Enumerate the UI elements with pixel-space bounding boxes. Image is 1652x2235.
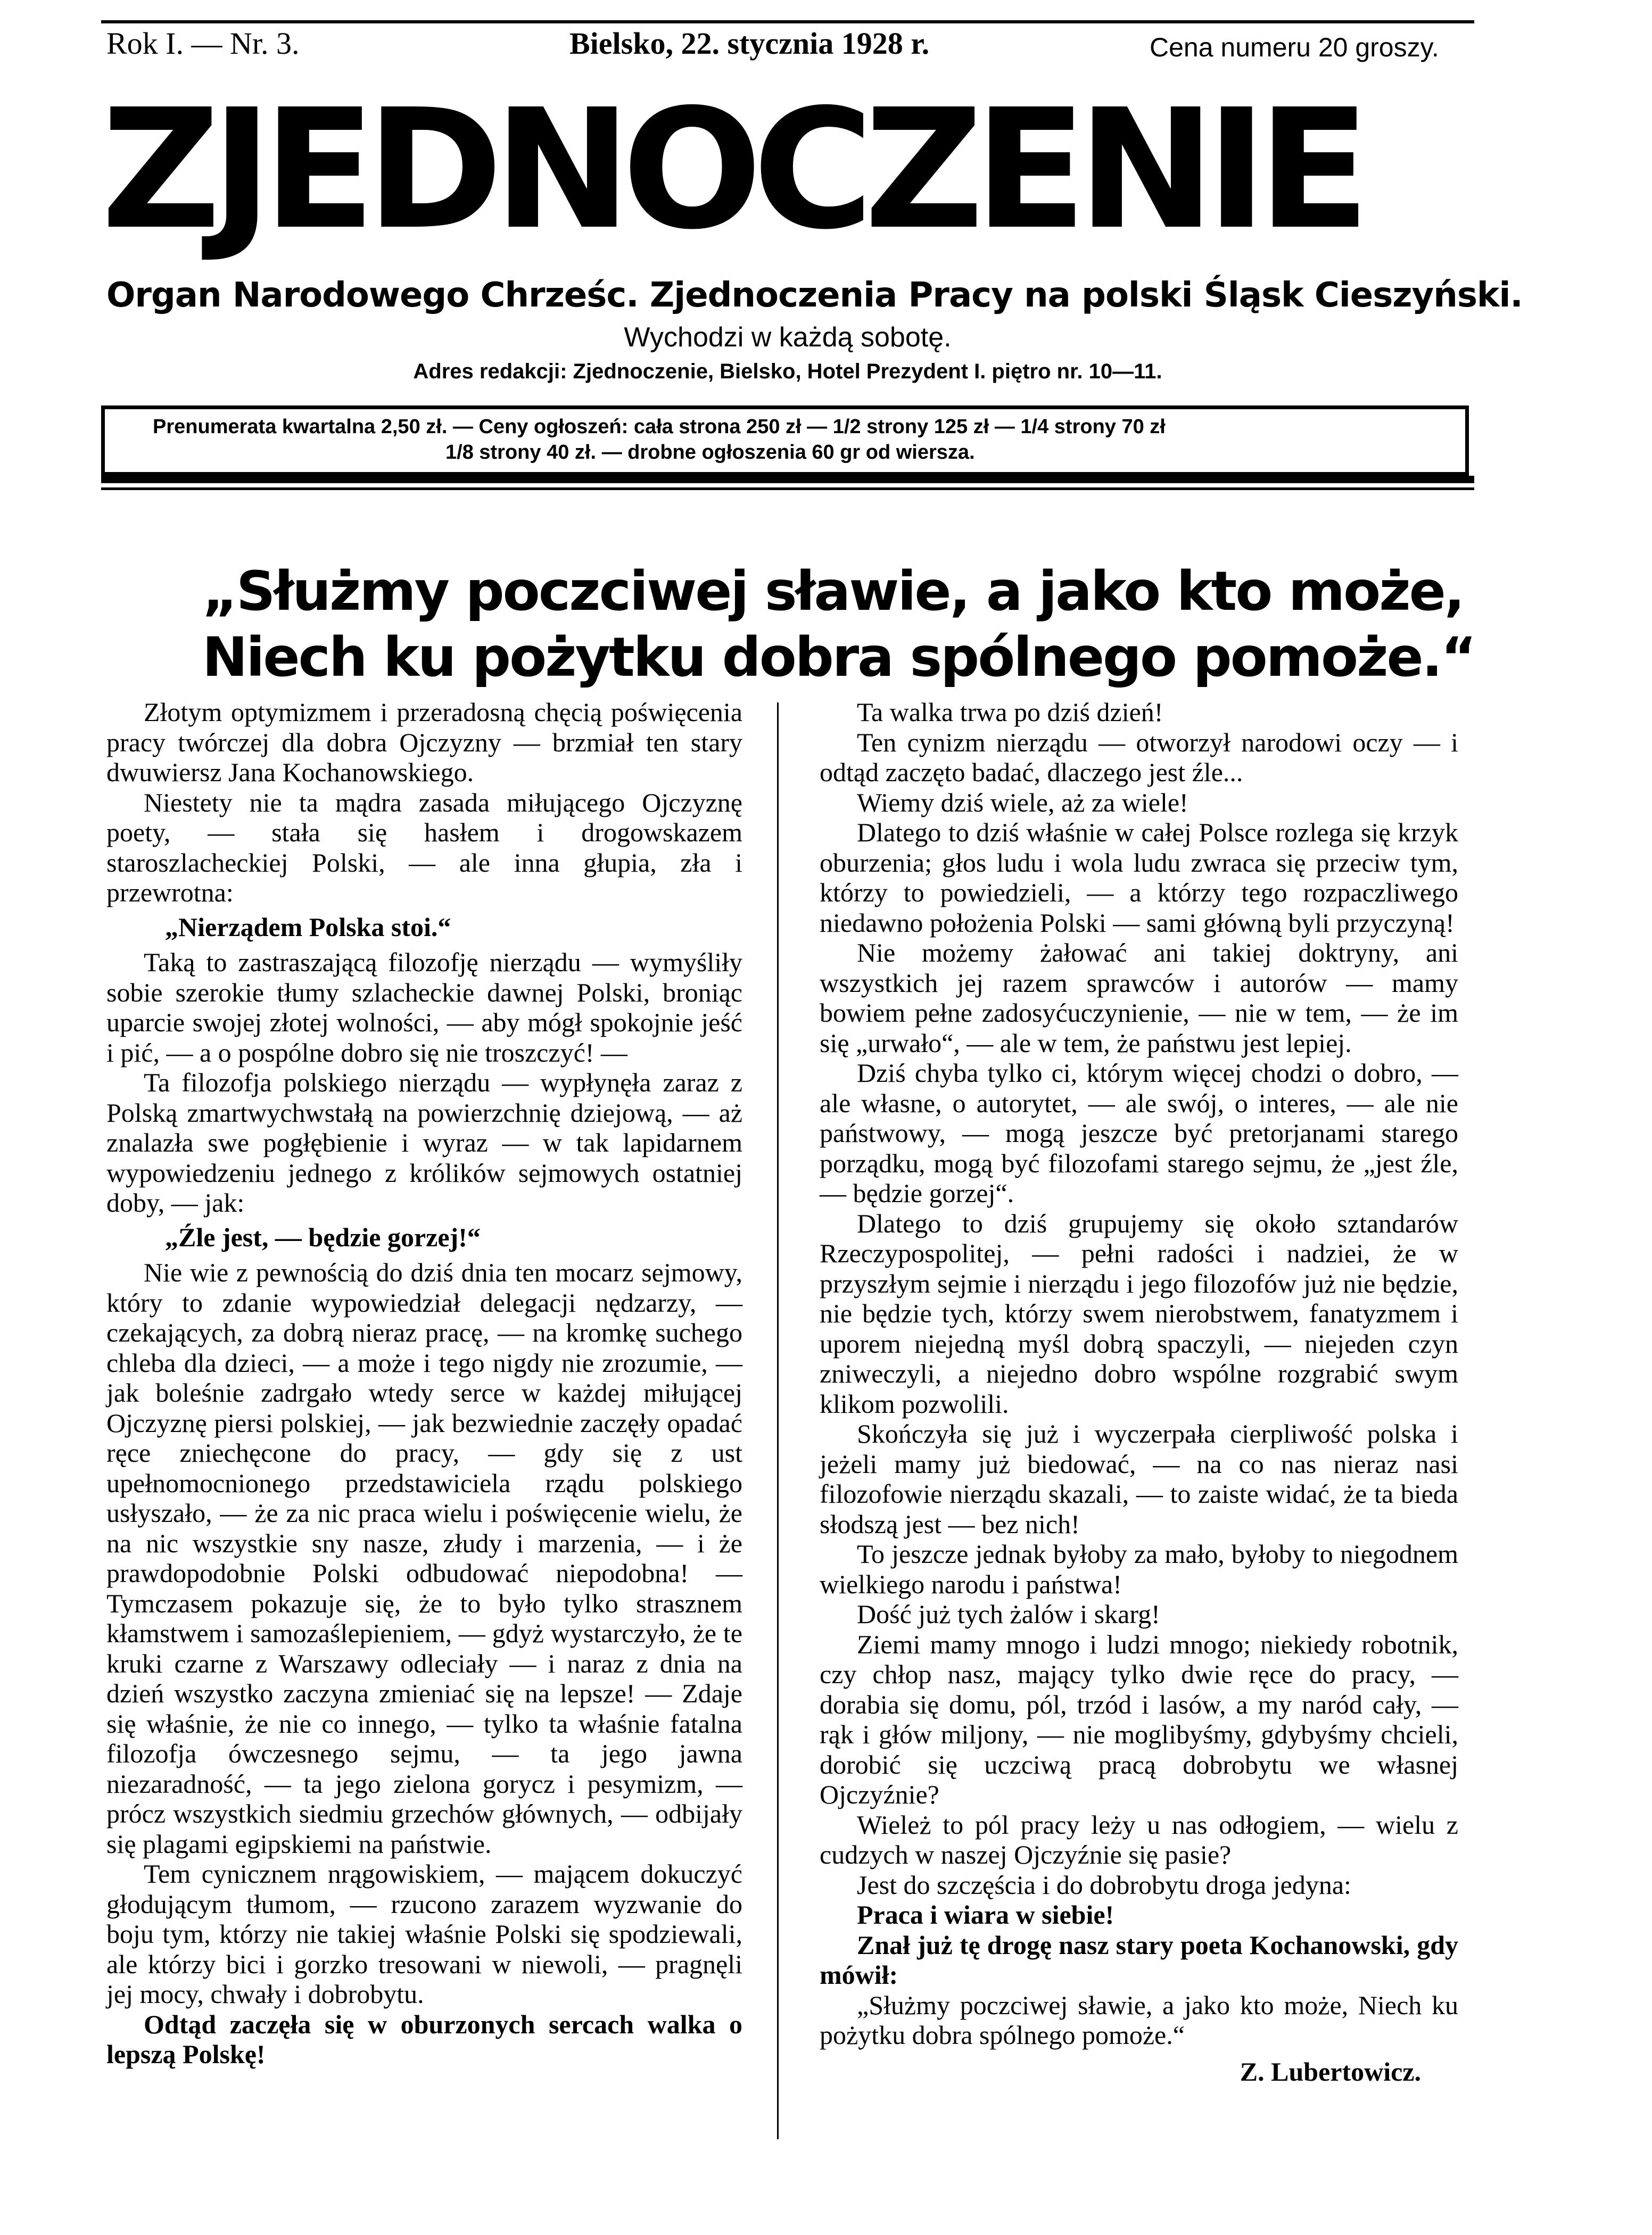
column-divider [777,702,779,2139]
place-date: Bielsko, 22. stycznia 1928 r. [569,26,930,61]
paragraph: To jeszcze jednak byłoby za mało, byłoby to niegodnem wielkiego narodu i państwa! [820,1539,1458,1599]
headline-line-2: Niech ku pożytku dobra spólnego pomoże.“ [202,626,1475,689]
pricing-box [101,405,1469,476]
paragraph: Taką to zastraszającą filozofję nierządu — wymyśliły sobie szerokie tłumy szlacheckie dawnej Polski, broniąc uparcie swojej złotej wolności, — aby mógł spokojnie jeść i pić, — a o pospólne dobro się nie troszczyć! — [106,947,742,1067]
paragraph: Ta filozofja polskiego nierządu — wypłynęła zaraz z Polską zmartwychwstałą na powierzchnię dziejową, — aż znalazła swe pogłębienie i wyraz — w tak lapidarnem wypowiedzeniu jednego z królików sejmowych ostatniej doby, — jak: [106,1067,742,1218]
header-rule-thin [101,487,1474,490]
paragraph: Niestety nie ta mądra zasada miłującego Ojczyznę poety, — stała się hasłem i drogowskazem staroszlacheckiej Polski, — ale inna głupia, zła i przewrotna: [106,787,742,907]
paragraph: Ten cynizm nierządu — otworzył narodowi oczy — i odtąd zaczęto badać, dlaczego jest źle... [820,727,1458,787]
paragraph: Skończyła się już i wyczerpała cierpliwość polska i jeżeli mamy już biedować, — na co nas nieraz nasi filozofowie nierządu skazali, — to zaiste widać, że ta bieda słodszą jest — bez nich! [820,1419,1458,1539]
article-column-1 [106,697,742,2070]
issue-number: Rok I. — Nr. 3. [106,26,300,61]
paragraph: Dlatego to dziś właśnie w całej Polsce rozlega się krzyk oburzenia; głos ludu i wola ludu zwraca się przeciw tym, którzy to powiedzieli, — a którzy tego rozpaczliwego niedawno położenia Polski — sami główną byli przyczyną! [820,817,1458,938]
header-rule-thick [101,476,1474,483]
publication-frequency: Wychodzi w każdą sobotę. [624,322,952,353]
paragraph: Wieleż to pól pracy leży u nas odłogiem, — wielu z cudzych w naszej Ojczyźnie się pasie? [820,1809,1458,1869]
author-signature: Z. Lubertowicz. [1240,2056,1421,2087]
paragraph: Złotym optymizmem i przeradosną chęcią poświęcenia pracy twórczej dla dobra Ojczyzny — brzmiał ten stary dwuwiersz Jana Kochanowskiego. [106,697,742,787]
article-column-2 [820,697,1458,2087]
paragraph: Odtąd zaczęła się w oburzonych sercach walka o lepszą Polskę! [106,2009,742,2069]
headline-line-1: „Służmy poczciwej sławie, a jako kto może, [202,560,1464,623]
editorial-address: Adres redakcji: Zjednoczenie, Bielsko, Hotel Prezydent I. piętro nr. 10—11. [413,360,1162,383]
paragraph: Praca i wiara w siebie! [857,1900,1114,1930]
pricing-line-2: 1/8 strony 40 zł. — drobne ogłoszenia 60 gr od wiersza. [445,441,975,463]
paragraph: „Nierządem Polska stoi.“ [165,912,451,942]
paragraph: Dlatego to dziś grupujemy się około sztandarów Rzeczypospolitej, — pełni radości i nadziei, że w przyszłym sejmie i nierządu i jego filozofów już nie będzie, nie będzie tych, którzy swem nierobstwem, fanatyzmem i uporem niejedną myśl dobrą spaczyli, — niejeden czyn zniweczyli, a niejedno dobro wspólne rozgrabić swym klikom pozwolili. [820,1208,1458,1419]
paragraph: Nie wie z pewnością do dziś dnia ten mocarz sejmowy, który to zdanie wypowiedział delegacji nędzarzy, — czekających, za dobrą nieraz pracę, — na kromkę suchego chleba dla dzieci, — a może i tego nigdy nie zrozumie, — jak boleśnie zadrgało wtedy serce w każdej miłującej Ojczyznę piersi polskiej, — jak bezwiednie zaczęły opadać ręce zniechęcone do pracy, — gdy się z ust upełnomocnionego przedstawiciela rządu polskiego usłyszało, — że za nic praca wielu i poświęcenie wielu, że na nic wszystkie sny nasze, złudy i marzenia, — i że prawdopodobnie Polski odbudować niepodobna! — Tymczasem pokazuje się, że to było tylko strasznem kłamstwem i samozaślepieniem, — gdyż wystarczyło, że te kruki czarne z Warszawy odleciały — i naraz z dnia na dzień wszystko zaczyna zmieniać się na lepsze! — Zdaje się właśnie, że nie co innego, — tylko ta właśnie fatalna filozofja ówczesnego sejmu, — ta jego jawna niezaradność, — ta jego zielona gorycz i pesymizm, — prócz wszystkich siedmiu grzechów głównych, — odbijały się plagami egipskiemi na państwie. [106,1257,742,1859]
paragraph: Ta walka trwa po dziś dzień! [857,697,1163,727]
paragraph: „Źle jest, — będzie gorzej!“ [165,1222,481,1252]
paragraph: Wiemy dziś wiele, aż za wiele! [857,787,1188,817]
paragraph: Jest do szczęścia i do dobrobytu droga jedyna: [857,1869,1351,1900]
paragraph: Dość już tych żalów i skarg! [857,1599,1160,1629]
paragraph: Tem cynicznem nrągowiskiem, — mającem dokuczyć głodującym tłumom, — rzucono zarazem wyzwanie do boju tym, którzy nie takiej właśnie Polski się spodziewali, ale którzy bici i gorzko tresowani w niewoli, — pragnęli jej mocy, chwały i dobrobytu. [106,1859,742,2009]
pricing-line-1: Prenumerata kwartalna 2,50 zł. — Ceny ogłoszeń: cała strona 250 zł — 1/2 strony 125 zł — 1/4 strony 70 zł [153,416,1166,438]
paragraph: Ziemi mamy mnogo i ludzi mnogo; niekiedy robotnik, czy chłop nasz, mający tylko dwie ręce do pracy, — dorabia się domu, pól, trzód i lasów, a my naród cały, — rąk i głów miljony, — nie moglibyśmy, gdybyśmy chcieli, dorobić się uczciwą pracą dobrobytu we własnej Ojczyźnie? [820,1629,1458,1809]
paragraph: „Służmy poczciwej sławie, a jako kto może, Niech ku pożytku dobra spólnego pomoże.“ [820,1990,1458,2050]
paragraph: Znał już tę drogę nasz stary poeta Kochanowski, gdy mówił: [820,1930,1458,1990]
article-headline [202,559,1475,691]
issue-price: Cena numeru 20 groszy. [1150,32,1439,62]
paragraph: Dziś chyba tylko ci, którym więcej chodzi o dobro, — ale własne, o autorytet, — ale swój, o interes, — ale nie państwowy, — mogą jeszcze być pretorjanami starego porządku, mogą być filozofami starego sejmu, że „jest źle, — będzie gorzej“. [820,1058,1458,1208]
masthead-subtitle: Organ Narodowego Chrześc. Zjednoczenia Pracy na polski Śląsk Cieszyński. [106,276,1523,315]
masthead-title: ZJEDNOCZENIE [101,74,1361,266]
paragraph: Nie możemy żałować ani takiej doktryny, ani wszystkich jej razem sprawców i autorów — mamy bowiem pełne zadosyćuczynienie, — nie w tem, — że im się „urwało“, — ale w tem, że państwu jest lepiej. [820,938,1458,1058]
top-rule [101,20,1474,23]
